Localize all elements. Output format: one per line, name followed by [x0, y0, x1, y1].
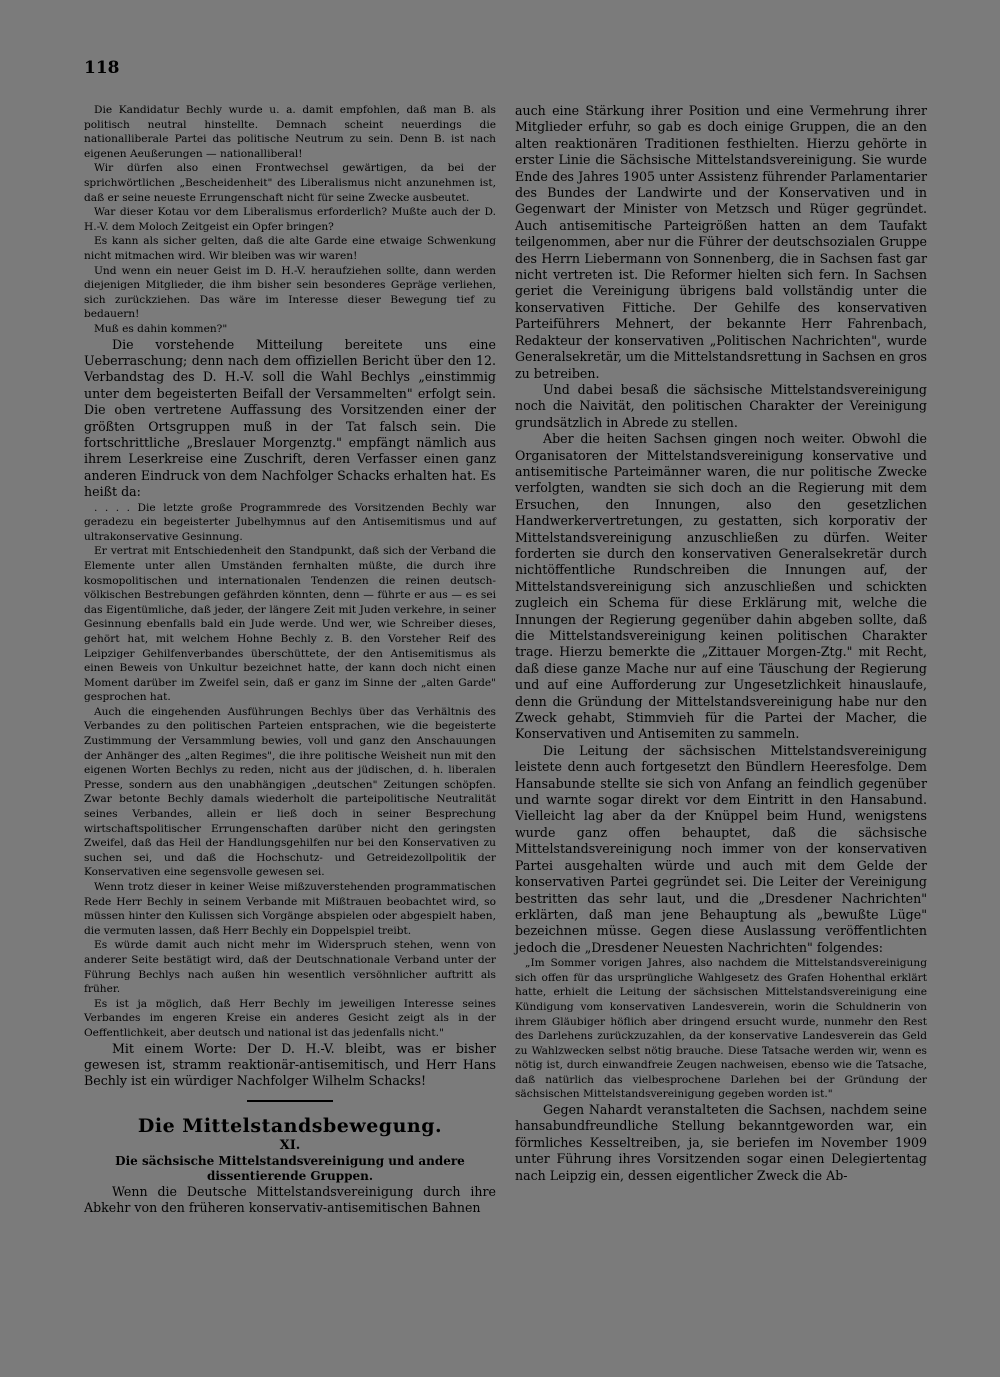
left-column — [84, 103, 496, 1217]
body-paragraph: Die Leitung der sächsischen Mittelstandsvereinigung leistete denn auch fortgesetzt den Bündlern Heeresfolge. Dem Hansabunde stellte sie sich von Anfang an feindlich gegenüber und warnte sogar direkt vor dem Eintritt in den Hansabund. Vielleicht lag aber da der Knüppel beim Hund, wenigstens wurde ganz offen behauptet, daß die sächsische Mittelstandsvereinigung noch immer von der konservativen Partei ausgehalten würde und auch mit dem Gelde der konservativen Partei gegründet sei. Die Leiter der Vereinigung bestritten das sehr laut, und die „Dresdener Nachrichten" erklärten, daß man jene Behauptung als „bewußte Lüge" bezeichnen müsse. Gegen diese Auslassung veröffentlichten jedoch die „Dresdener Neuesten Nachrichten" folgendes: — [515, 742, 927, 955]
quote-paragraph: Er vertrat mit Entschiedenheit den Standpunkt, daß sich der Verband die Elemente unter allen Umständen fernhalten müßte, die durch ihre kosmopolitischen und internationalen Tendenzen die reinen deutsch-völkischen Bestrebungen gefährden könnten, denn — führte er aus — es sei das Eigentümliche, daß jeder, der längere Zeit mit Juden verkehre, in seiner Gesinnung ebenfalls bald ein Jude werde. Und wer, wie Schreiber dieses, gehört hat, mit welchem Hohne Bechly z. B. den Vorsteher Reif des Leipziger Gehilfenverbandes überschüttete, der den Antisemitismus als einen Beweis von Unkultur bezeichnet hatte, der kann doch nicht einen Moment darüber im Zweifel sein, daß er ganz im Sinne der „alten Garde" gesprochen hat. — [84, 545, 496, 704]
quote-paragraph: Wenn trotz dieser in keiner Weise mißzuverstehenden programmatischen Rede Herr Bechly in seinem Verbande mit Mißtrauen beobachtet wird, so müssen hinter den Kulissen sich Vorgänge abspielen oder abgespielt haben, die vermuten lassen, daß Herr Bechly ein Doppelspiel treibt. — [84, 881, 496, 937]
quote-paragraph: Auch die eingehenden Ausführungen Bechlys über das Verhältnis des Verbandes zu den politischen Parteien entsprachen, wie die begeisterte Zustimmung der Versammlung bewies, voll und ganz den Anschauungen der Anhänger des „alten Regimes", die ihre politische Weisheit nun mit den eigenen Worten Bechlys zu reden, nicht aus der jüdischen, d. h. liberalen Presse, sondern aus den unabhängigen „deutschen" Zeitungen schöpfen. Zwar betonte Bechly damals wiederholt die parteipolitische Neutralität seines Verbandes, allein er ließ doch in seiner Besprechung wirtschaftspolitischer Errungenschaften darüber nicht den geringsten Zweifel, daß das Heil der Handlungsgehilfen nur bei den Konservativen zu suchen sei, und daß die Hochschutz- und Getreidezollpolitik der Konservativen eine segensvolle gewesen sei. — [84, 705, 496, 879]
newspaper-quote: „Im Sommer vorigen Jahres, also nachdem die Mittelstandsvereinigung sich offen für das ursprüngliche Wahlgesetz des Grafen Hohenthal erklärt hatte, erhielt die Leitung der sächsischen Mittelstandsvereinigung eine Kündigung vom konservativen Landesverein, worin die Schuldnerin von ihrem Gläubiger höflich aber dringend ersucht wurde, nunmehr den Rest des Darlehens zurückzuzahlen, da der konservative Landesverein das Geld zu Wahlzwecken selbst nötig brauche. Diese Tatsache werden wir, wenn es nötig ist, durch einwandfreie Zeugen nachweisen, ebenso wie die Tatsache, daß natürlich das vielbesprochene Darlehen bei der Gründung der sächsischen Mittelstandsvereinigung gegeben worden ist." — [515, 957, 927, 1101]
page-number: 118 — [84, 58, 120, 78]
quote-paragraph: Es ist ja möglich, daß Herr Bechly im jeweiligen Interesse seines Verbandes im engeren Kreise ein anderes Gesicht zeigt als in der Oeffentlichkeit, aber deutsch und national ist das jedenfalls nicht." — [84, 997, 496, 1039]
quote-paragraph: Wir dürfen also einen Frontwechsel gewärtigen, da bei der sprichwörtlichen „Bescheidenheit" des Liberalismus nicht anzunehmen ist, daß er seine neueste Errungenschaft nicht für seine Zwecke ausbeutet. — [84, 162, 496, 204]
body-paragraph: Gegen Nahardt veranstalteten die Sachsen, nachdem seine hansabundfreundliche Stellung bekanntgeworden war, ein förmliches Kesseltreiben, ja, sie beriefen im November 1909 unter Führung ihres Vorsitzenden sogar einen Delegiertentag nach Leipzig ein, dessen eigentlicher Zweck die Ab- — [515, 1102, 927, 1183]
section-divider — [247, 1100, 333, 1102]
quoted-letter-2 — [84, 501, 496, 1041]
quote-paragraph: Es würde damit auch nicht mehr im Widerspruch stehen, wenn von anderer Seite bestätigt wird, daß der Deutschnationale Verband unter der Führung Bechlys nach außen hin wesentlich versöhnlicher auftritt als früher. — [84, 939, 496, 996]
section-number: XI. — [279, 1137, 301, 1153]
section-subtitle: Die sächsische Mittelstandsvereinigung und andere dissentierende Gruppen. — [115, 1153, 465, 1183]
body-paragraph: Und dabei besaß die sächsische Mittelstandsvereinigung noch die Naivität, den politischen Charakter der Vereinigung grundsätzlich in Abrede zu stellen. — [515, 381, 927, 430]
body-paragraph: auch eine Stärkung ihrer Position und eine Vermehrung ihrer Mitglieder erfuhr, so gab es doch einige Gruppen, die an den alten reaktionären Traditionen festhielten. Hierzu gehörte in erster Linie die Sächsische Mittelstandsvereinigung. Sie wurde Ende des Jahres 1905 unter Assistenz führender Parlamentarier des Bundes der Landwirte und der Konservativen und in Gegenwart der Minister von Metzsch und Rüger gegründet. Auch antisemitische Parteigrößen hatten an dem Taufakt teilgenommen, aber nur die Führer der deutschsozialen Gruppe des Herrn Liebermann von Sonnenberg, die in Sachsen fast gar nicht vertreten ist. Die Reformer hielten sich fern. In Sachsen geriet die Vereinigung übrigens bald vollständig unter die konservativen Fittiche. Der Gehilfe des konservativen Parteiführers Mehnert, der bekannte Herr Fahrenbach, Redakteur der konservativen „Politischen Nachrichten", wurde Generalsekretär, um die Mittelstandsrettung in Sachsen en gros zu betreiben. — [515, 103, 927, 381]
right-column — [515, 103, 927, 1184]
body-paragraph: Mit einem Worte: Der D. H.-V. bleibt, was er bisher gewesen ist, stramm reaktionär-antisemitisch, und Herr Hans Bechly ist ein würdiger Nachfolger Wilhelm Schacks! — [84, 1040, 496, 1089]
quote-paragraph: Muß es dahin kommen?" — [94, 322, 228, 335]
quote-paragraph: Die Kandidatur Bechly wurde u. a. damit empfohlen, daß man B. als politisch neutral hinstellte. Demnach scheint neuerdings die nationalliberale Partei das politische Neutrum zu sein. Denn B. ist nach eigenen Aeußerungen — nationalliberal! — [84, 104, 496, 160]
quote-paragraph: . . . . Die letzte große Programmrede des Vorsitzenden Bechly war geradezu ein begeisterter Jubelhymnus auf den Antisemitismus und auf ultrakonservative Gesinnung. — [84, 501, 496, 543]
body-paragraph: Die vorstehende Mitteilung bereitete uns eine Ueberraschung; denn nach dem offiziellen Bericht über den 12. Verbandstag des D. H.-V. soll die Wahl Bechlys „einstimmig unter dem begeisterten Beifall der Versammelten" erfolgt sein. Die oben vertretene Auffassung des Vorsitzenden einer der größten Ortsgruppen muß in der Tat falsch sein. Die fortschrittliche „Breslauer Morgenztg." empfängt nämlich aus ihrem Leserkreise eine Zuschrift, deren Verfasser einen ganz anderen Eindruck von dem Nachfolger Schacks erhalten hat. Es heißt da: — [84, 336, 496, 500]
quoted-letter-1 — [84, 103, 496, 337]
body-paragraph: Wenn die Deutsche Mittelstandsvereinigung durch ihre Abkehr von den früheren konservativ-antisemitischen Bahnen — [84, 1183, 496, 1216]
quote-paragraph: War dieser Kotau vor dem Liberalismus erforderlich? Mußte auch der D. H.-V. dem Moloch Zeitgeist ein Opfer bringen? — [84, 206, 496, 233]
body-paragraph: Aber die heiten Sachsen gingen noch weiter. Obwohl die Organisatoren der Mittelstandsvereinigung konservative und antisemitische Parteimänner waren, die nur politische Zwecke verfolgten, wandten sie sich doch an die Regierung mit dem Ersuchen, den Innungen, also den gesetzlichen Handwerkervertretungen, zu gestatten, sich korporativ der Mittelstandsvereinigung anzuschließen zu dürfen. Weiter forderten sie durch den konservativen Generalsekretär durch nichtöffentliche Rundschreiben die Innungen auf, der Mittelstandsvereinigung sich anzuschließen und schickten zugleich ein Schema für diese Erklärung mit, welche die Innungen der Regierung gegenüber dahin abgeben sollte, daß die Mittelstandsvereinigung keinen politischen Charakter trage. Hierzu bemerkte die „Zittauer Morgen-Ztg." mit Recht, daß diese ganze Mache nur auf eine Täuschung der Regierung und auf eine Aufforderung zur Ungesetzlichkeit hinauslaufe, denn die Gründung der Mittelstandsvereinigung habe nur den Zweck gehabt, Stimmvieh für die Partei der Macher, die Konservativen und Antisemiten zu sammeln. — [515, 431, 927, 742]
quote-paragraph: Es kann als sicher gelten, daß die alte Garde eine etwaige Schwenkung nicht mitmachen wird. Wir bleiben was wir waren! — [84, 235, 496, 262]
quote-paragraph: Und wenn ein neuer Geist im D. H.-V. heraufziehen sollte, dann werden diejenigen Mitglieder, die ihm bisher sein besonderes Gepräge verliehen, sich zurückziehen. Das wäre im Interesse dieser Bewegung tief zu bedauern! — [84, 264, 496, 321]
section-title: Die Mittelstandsbewegung. — [137, 1114, 443, 1137]
